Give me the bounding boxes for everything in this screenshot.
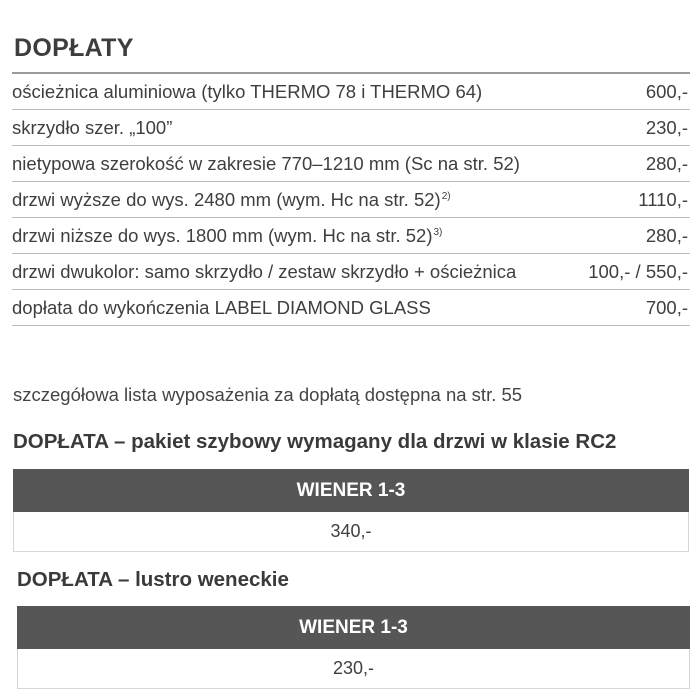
item-label: drzwi wyższe do wys. 2480 mm (wym. Hc na str. 52)$^{2)}$ xyxy=(12,188,451,210)
table-header: WIENER 1-3 xyxy=(17,606,690,649)
table-cell-price: 340,- xyxy=(13,512,689,552)
footnote-marker: 3) xyxy=(433,226,443,238)
list-item xyxy=(12,146,690,182)
item-price: 280,- xyxy=(645,152,688,174)
section-title-mirror: DOPŁATA – lustro weneckie xyxy=(17,568,289,591)
surcharge-list xyxy=(12,72,690,326)
equipment-note: szczegółowa lista wyposażenia za dopłatą dostępna na str. 55 xyxy=(13,384,523,405)
page-title: DOPŁATY xyxy=(14,34,134,62)
item-label: drzwi dwukolor: samo skrzydło / zestaw skrzydło + ościeżnica xyxy=(12,260,517,282)
item-label: ościeżnica aluminiowa (tylko THERMO 78 i THERMO 64) xyxy=(12,80,483,102)
footnote-marker: 2) xyxy=(441,190,451,202)
item-label: skrzydło szer. „100” xyxy=(12,116,173,138)
item-price: 280,- xyxy=(645,224,688,246)
table-header: WIENER 1-3 xyxy=(13,469,689,512)
item-price: 230,- xyxy=(645,116,688,138)
rc2-price-table xyxy=(13,469,689,552)
item-label: drzwi niższe do wys. 1800 mm (wym. Hc na str. 52)$^{3)}$ xyxy=(12,224,443,246)
mirror-price-table xyxy=(17,606,690,689)
section-title-rc2: DOPŁATA – pakiet szybowy wymagany dla drzwi w klasie RC2 xyxy=(13,430,617,453)
table-cell-price: 230,- xyxy=(17,649,690,689)
item-price: 1110,- xyxy=(638,188,688,210)
item-label: dopłata do wykończenia LABEL DIAMOND GLASS xyxy=(12,296,431,318)
list-item xyxy=(12,110,690,146)
item-label: nietypowa szerokość w zakresie 770–1210 mm (Sc na str. 52) xyxy=(12,152,520,174)
item-price: 600,- xyxy=(645,80,688,102)
item-price: 100,- / 550,- xyxy=(588,260,688,282)
list-item xyxy=(12,290,690,326)
list-item xyxy=(12,254,690,290)
list-item xyxy=(12,182,690,218)
list-item xyxy=(12,218,690,254)
list-item xyxy=(12,74,690,110)
item-price: 700,- xyxy=(645,296,688,318)
